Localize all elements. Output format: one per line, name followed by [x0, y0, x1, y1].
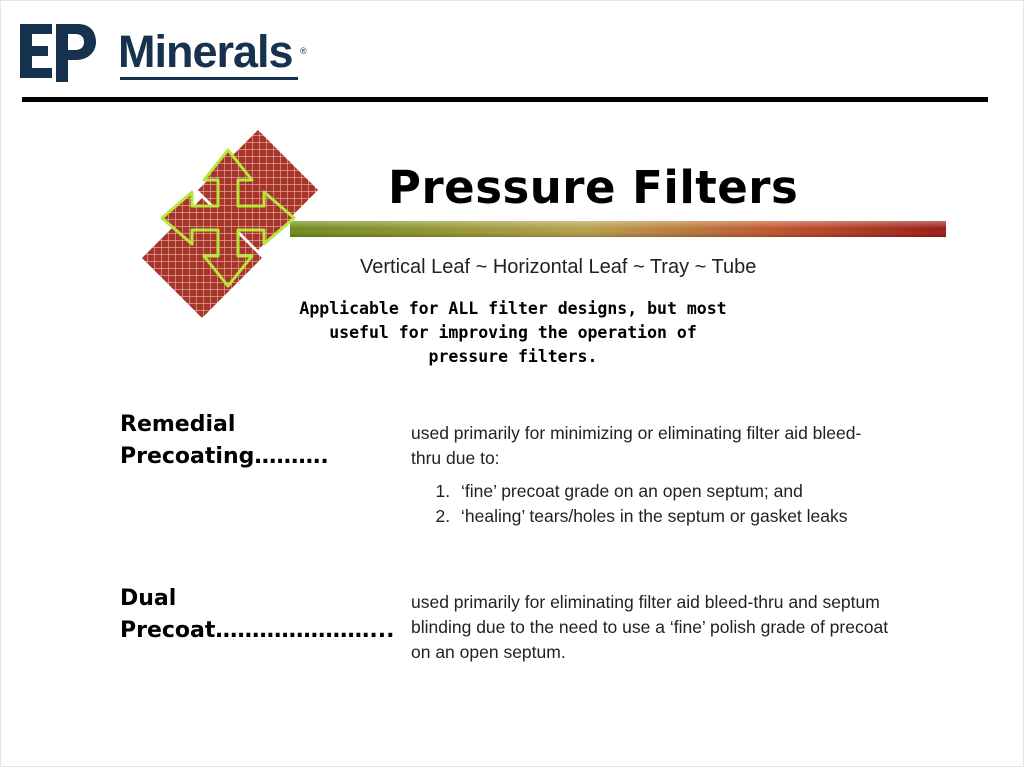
four-way-arrow-icon	[140, 128, 320, 318]
logo-underline	[120, 77, 298, 80]
bleed-thru-causes-list	[411, 479, 911, 529]
header-rule	[22, 97, 988, 102]
dual-precoat-label: Dual Precoat…………………...	[120, 586, 395, 643]
applicability-line: useful for improving the operation of	[329, 323, 697, 342]
logo-brand-text: Minerals	[118, 26, 293, 77]
list-item: 1. ‘fine’ precoat grade on an open septum; and	[455, 479, 911, 504]
remedial-precoating-description	[411, 421, 911, 529]
title-accent-bar	[290, 220, 946, 238]
ep-logo-mark	[18, 20, 96, 86]
page-title: Pressure Filters	[388, 161, 799, 214]
section-description-text: used primarily for minimizing or eliminating filter aid bleed-thru due to:	[411, 423, 862, 468]
filter-types-subtitle: Vertical Leaf ~ Horizontal Leaf ~ Tray ~ Tube	[360, 256, 757, 278]
applicability-note	[298, 297, 728, 369]
applicability-line: pressure filters.	[428, 347, 598, 366]
remedial-precoating-label: Remedial Precoating……….	[120, 412, 329, 469]
ep-minerals-logo	[18, 20, 307, 86]
list-item: 2. ‘healing’ tears/holes in the septum or gasket leaks	[455, 504, 911, 529]
applicability-line: Applicable for ALL filter designs, but most	[299, 299, 727, 318]
dual-precoat-description: used primarily for eliminating filter aid bleed-thru and septum blinding due to the need to use a ‘fine’ polish grade of precoat on an open septum.	[411, 592, 889, 662]
registered-mark: ®	[300, 46, 307, 56]
